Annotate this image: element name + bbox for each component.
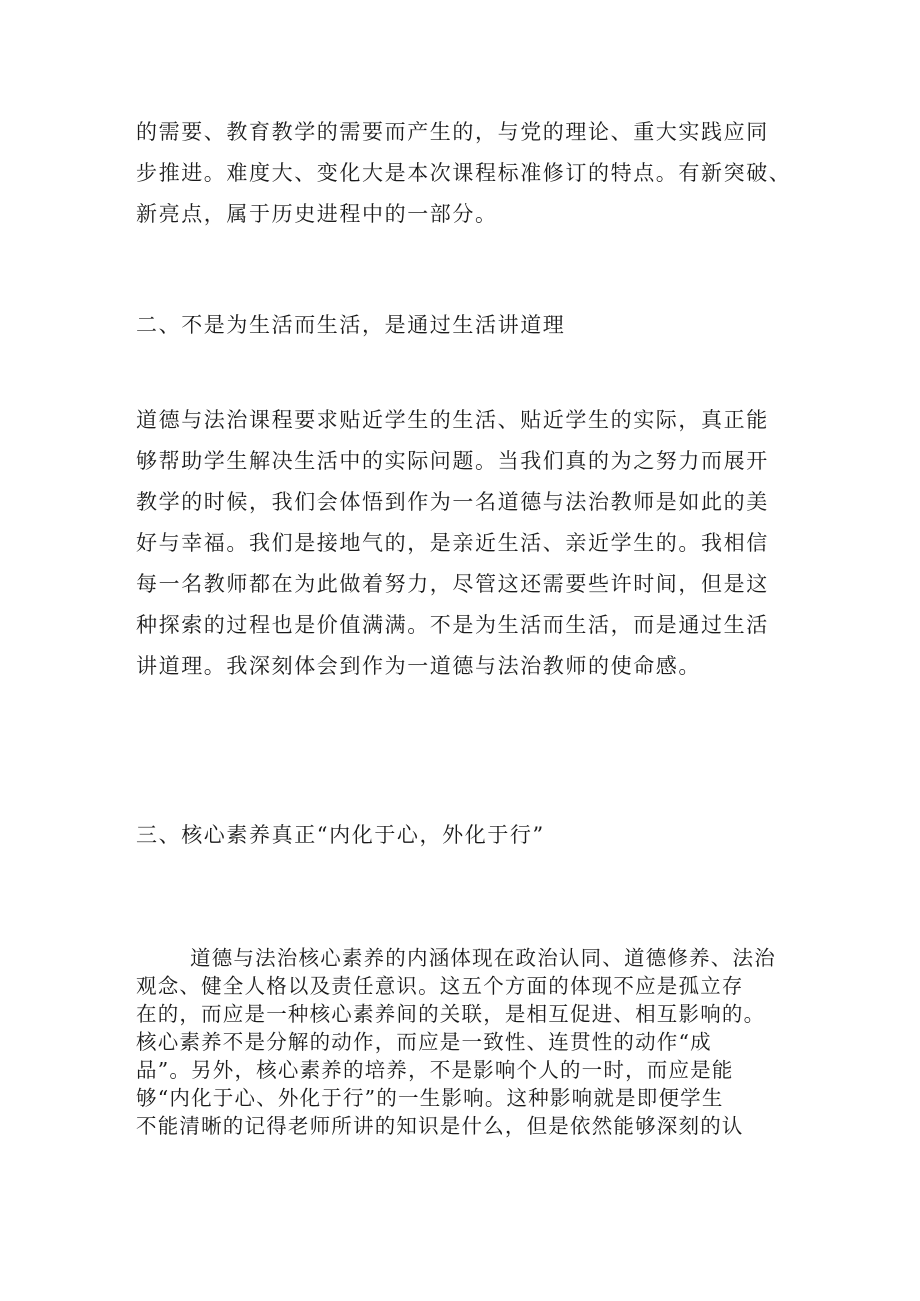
paragraph-line: 观念、健全人格以及责任意识。这五个方面的体现不应是孤立存 (136, 974, 744, 998)
paragraph-line: 教学的时候，我们会体悟到作为一名道德与法治教师是如此的美 (136, 490, 769, 514)
paragraph-line: 好与幸福。我们是接地气的，是亲近生活、亲近学生的。我相信 (136, 531, 769, 555)
paragraph-line: 品”。另外，核心素养的培养，不是影响个人的一时，而应是能 (136, 1058, 734, 1082)
paragraph-line: 够“内化于心、外化于行”的一生影响。这种影响就是即便学生 (136, 1086, 724, 1110)
section-heading-2: 二、不是为生活而生活，是通过生活讲道理 (136, 313, 566, 337)
paragraph-line: 道德与法治核心素养的内涵体现在政治认同、道德修养、法治 (190, 946, 776, 970)
paragraph-line: 讲道理。我深刻体会到作为一道德与法治教师的使命感。 (136, 654, 701, 678)
paragraph-line: 的需要、教育教学的需要而产生的，与党的理论、重大实践应同 (136, 120, 769, 144)
paragraph-1 (136, 112, 800, 235)
section-heading-3: 三、核心素养真正“内化于心，外化于行” (136, 823, 545, 847)
paragraph-line: 在的，而应是一种核心素养间的关联，是相互促进、相互影响的。 (136, 1002, 766, 1026)
paragraph-line: 每一名教师都在为此做着努力，尽管这还需要些许时间，但是这 (136, 572, 769, 596)
paragraph-line: 核心素养不是分解的动作，而应是一致性、连贯性的动作“成 (136, 1030, 712, 1054)
paragraph-line: 种探索的过程也是价值满满。不是为生活而生活，而是通过生活 (136, 613, 769, 637)
paragraph-line: 够帮助学生解决生活中的实际问题。当我们真的为之努力而展开 (136, 449, 769, 473)
paragraph-2 (136, 400, 800, 687)
paragraph-line: 道德与法治课程要求贴近学生的生活、贴近学生的实际，真正能 (136, 408, 769, 432)
paragraph-line: 不能清晰的记得老师所讲的知识是什么，但是依然能够深刻的认 (136, 1114, 744, 1138)
paragraph-line: 新亮点，属于历史进程中的一部分。 (136, 202, 498, 226)
paragraph-line: 步推进。难度大、变化大是本次课程标准修订的特点。有新突破、 (136, 161, 792, 185)
paragraph-3 (136, 944, 800, 1140)
